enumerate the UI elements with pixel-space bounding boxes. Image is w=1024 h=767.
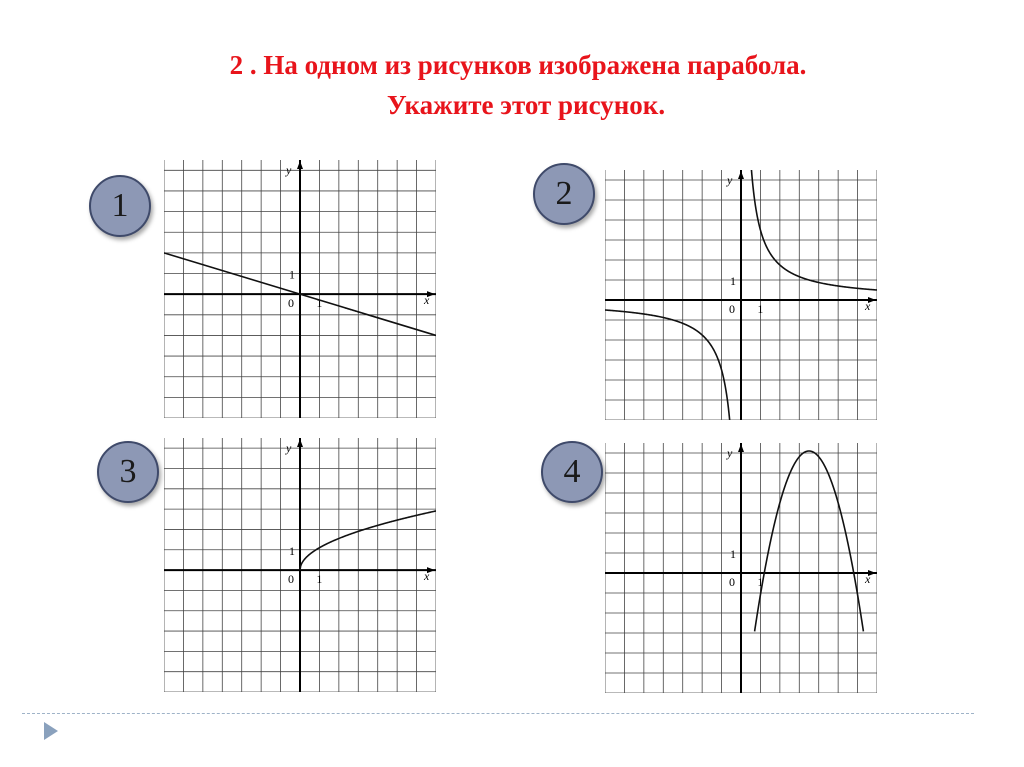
x-axis-label: x: [424, 293, 430, 308]
data-point: [857, 650, 858, 651]
y-axis-arrow-icon: [738, 444, 744, 452]
x-unit-label: 1: [316, 296, 323, 311]
badge-1[interactable]: 1: [89, 175, 151, 237]
function-curve: [755, 451, 864, 631]
data-point: [808, 450, 809, 451]
data-point: [779, 264, 780, 265]
y-axis-label: y: [727, 446, 733, 460]
data-point: [760, 650, 761, 651]
badge-3[interactable]: 3: [97, 441, 159, 503]
data-point: [663, 317, 664, 318]
y-unit-label: 1: [289, 267, 295, 282]
y-axis-label: y: [286, 163, 292, 177]
data-point: [377, 525, 378, 526]
x-axis-label: x: [865, 572, 871, 586]
x-axis-label: x: [865, 299, 871, 313]
origin-label: 0: [729, 302, 735, 316]
graph-3: [164, 438, 436, 692]
data-point: [702, 334, 703, 335]
play-arrow-icon[interactable]: [44, 722, 58, 740]
data-point: [838, 510, 839, 511]
y-axis-arrow-icon: [297, 161, 303, 169]
y-unit-label: 1: [730, 547, 736, 561]
data-point: [416, 515, 417, 516]
badge-4[interactable]: 4: [541, 441, 603, 503]
origin-label: 0: [729, 575, 735, 589]
data-point: [818, 455, 819, 456]
origin-label: 0: [288, 296, 294, 311]
data-point: [799, 455, 800, 456]
y-axis-label: y: [286, 441, 292, 455]
x-unit-label: 1: [316, 572, 323, 587]
graph-1: [164, 160, 436, 418]
data-point: [397, 519, 398, 520]
y-axis-arrow-icon: [738, 171, 744, 179]
graph-2: [605, 170, 877, 420]
graph-4: [605, 443, 877, 693]
data-point: [377, 317, 378, 318]
data-point: [309, 554, 310, 555]
x-axis-label: x: [424, 569, 430, 584]
x-unit-label: 1: [757, 302, 764, 316]
data-point: [299, 569, 300, 570]
data-point: [299, 294, 300, 295]
data-point: [779, 510, 780, 511]
footer-divider: [22, 713, 974, 714]
data-point: [222, 270, 223, 271]
badge-2[interactable]: 2: [533, 163, 595, 225]
data-point: [338, 538, 339, 539]
data-point: [721, 369, 722, 370]
data-point: [760, 229, 761, 230]
data-point: [319, 547, 320, 548]
y-unit-label: 1: [730, 274, 736, 288]
data-point: [358, 531, 359, 532]
task-title-line-1: 2 . На одном из рисунков изображена парабола.: [229, 50, 807, 80]
origin-label: 0: [288, 572, 294, 587]
y-axis-label: y: [727, 173, 733, 187]
task-title-line-2: Укажите этот рисунок.: [386, 90, 666, 120]
function-curve: [300, 511, 436, 570]
x-unit-label: 1: [757, 575, 764, 589]
y-unit-label: 1: [289, 543, 295, 558]
data-point: [818, 282, 819, 283]
y-axis-arrow-icon: [297, 439, 303, 447]
